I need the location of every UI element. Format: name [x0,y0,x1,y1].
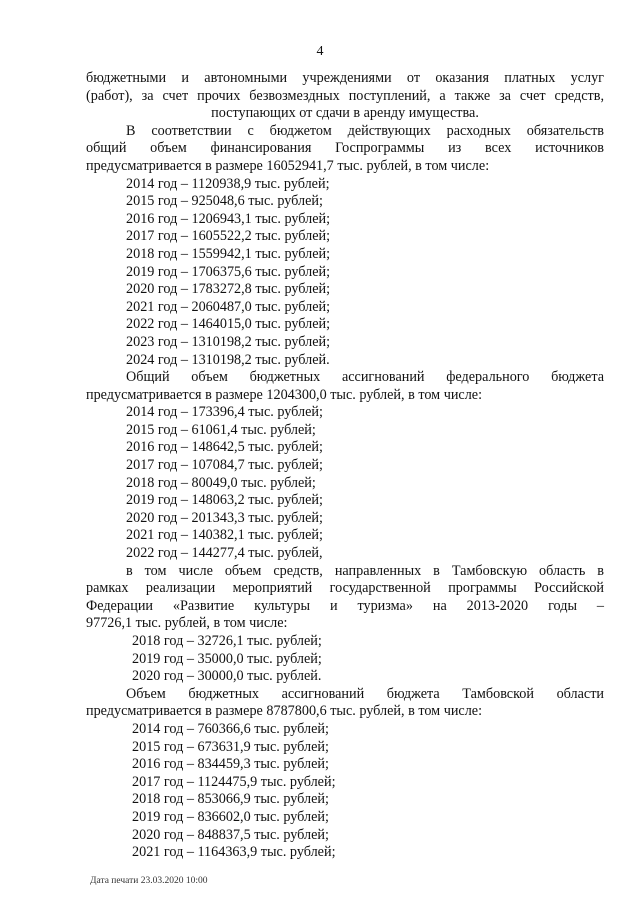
list-item: 2016 год – 834459,3 тыс. рублей; [132,756,329,773]
list-item: 2016 год – 148642,5 тыс. рублей; [126,439,323,456]
program-year-list [86,633,604,686]
list-item: 2014 год – 1120938,9 тыс. рублей; [126,175,330,192]
document-body [86,70,604,862]
program-paragraph-line: рамках реализации мероприятий государственной программы Российской [86,580,604,597]
total-paragraph-line: общий объем финансирования Госпрограммы из всех источников [86,140,604,157]
list-item: 2016 год – 1206943,1 тыс. рублей; [126,210,331,227]
list-item: 2020 год – 30000,0 тыс. рублей. [132,668,322,685]
list-item: 2019 год – 1706375,6 тыс. рублей; [126,263,331,280]
list-item: 2018 год – 32726,1 тыс. рублей; [132,633,322,649]
list-item: 2017 год – 1605522,2 тыс. рублей; [126,228,331,245]
page-number: 4 [316,44,324,59]
program-paragraph-line: в том числе объем средств, направленных в Тамбовскую область в [126,562,604,579]
federal-year-list [86,404,604,562]
list-item: 2023 год – 1310198,2 тыс. рублей; [126,333,331,350]
list-item: 2024 год – 1310198,2 тыс. рублей. [126,351,330,368]
list-item: 2022 год – 144277,4 тыс. рублей, [126,545,323,562]
federal-paragraph-line: Общий объем бюджетных ассигнований федерального бюджета [126,369,604,386]
list-item: 2021 год – 1164363,9 тыс. рублей; [132,844,336,861]
program-paragraph-line: 97726,1 тыс. рублей, в том числе: [86,615,288,632]
regional-year-list [86,721,604,862]
list-item: 2015 год – 673631,9 тыс. рублей; [132,738,329,755]
list-item: 2019 год – 836602,0 тыс. рублей; [132,808,329,825]
intro-line: поступающих от сдачи в аренду имущества. [211,105,479,122]
total-year-list [86,176,604,370]
list-item: 2019 год – 148063,2 тыс. рублей; [126,492,323,509]
list-item: 2019 год – 35000,0 тыс. рублей; [132,650,322,667]
regional-paragraph-line: Объем бюджетных ассигнований бюджета Тамбовской области [126,685,604,702]
list-item: 2017 год – 107084,7 тыс. рублей; [126,457,323,474]
list-item: 2022 год – 1464015,0 тыс. рублей; [126,316,331,333]
regional-paragraph-line: предусматривается в размере 8787800,6 тыс. рублей, в том числе: [86,703,483,720]
list-item: 2014 год – 173396,4 тыс. рублей; [126,404,323,421]
list-item: 2014 год – 760366,6 тыс. рублей; [132,720,329,737]
list-item: 2015 год – 925048,6 тыс. рублей; [126,193,323,210]
list-item: 2018 год – 1559942,1 тыс. рублей; [126,245,331,262]
list-item: 2017 год – 1124475,9 тыс. рублей; [132,773,336,790]
print-date-footer: Дата печати 23.03.2020 10:00 [90,876,208,886]
list-item: 2021 год – 140382,1 тыс. рублей; [126,527,323,544]
list-item: 2018 год – 80049,0 тыс. рублей; [126,474,316,491]
list-item: 2018 год – 853066,9 тыс. рублей; [132,791,329,808]
intro-line: (работ), за счет прочих безвозмездных поступлений, а также за счет средств, [86,87,604,104]
list-item: 2020 год – 848837,5 тыс. рублей; [132,826,329,843]
program-paragraph-line: Федерации «Развитие культуры и туризма» на 2013-2020 годы – [86,597,604,614]
list-item: 2015 год – 61061,4 тыс. рублей; [126,421,316,438]
intro-line: бюджетными и автономными учреждениями от оказания платных услуг [86,70,604,86]
list-item: 2020 год – 1783272,8 тыс. рублей; [126,281,331,298]
federal-paragraph-line: предусматривается в размере 1204300,0 тыс. рублей, в том числе: [86,386,483,403]
total-paragraph-line: предусматривается в размере 16052941,7 тыс. рублей, в том числе: [86,157,490,174]
list-item: 2020 год – 201343,3 тыс. рублей; [126,509,323,526]
total-paragraph-line: В соответствии с бюджетом действующих расходных обязательств [126,122,604,139]
list-item: 2021 год – 2060487,0 тыс. рублей; [126,298,331,315]
